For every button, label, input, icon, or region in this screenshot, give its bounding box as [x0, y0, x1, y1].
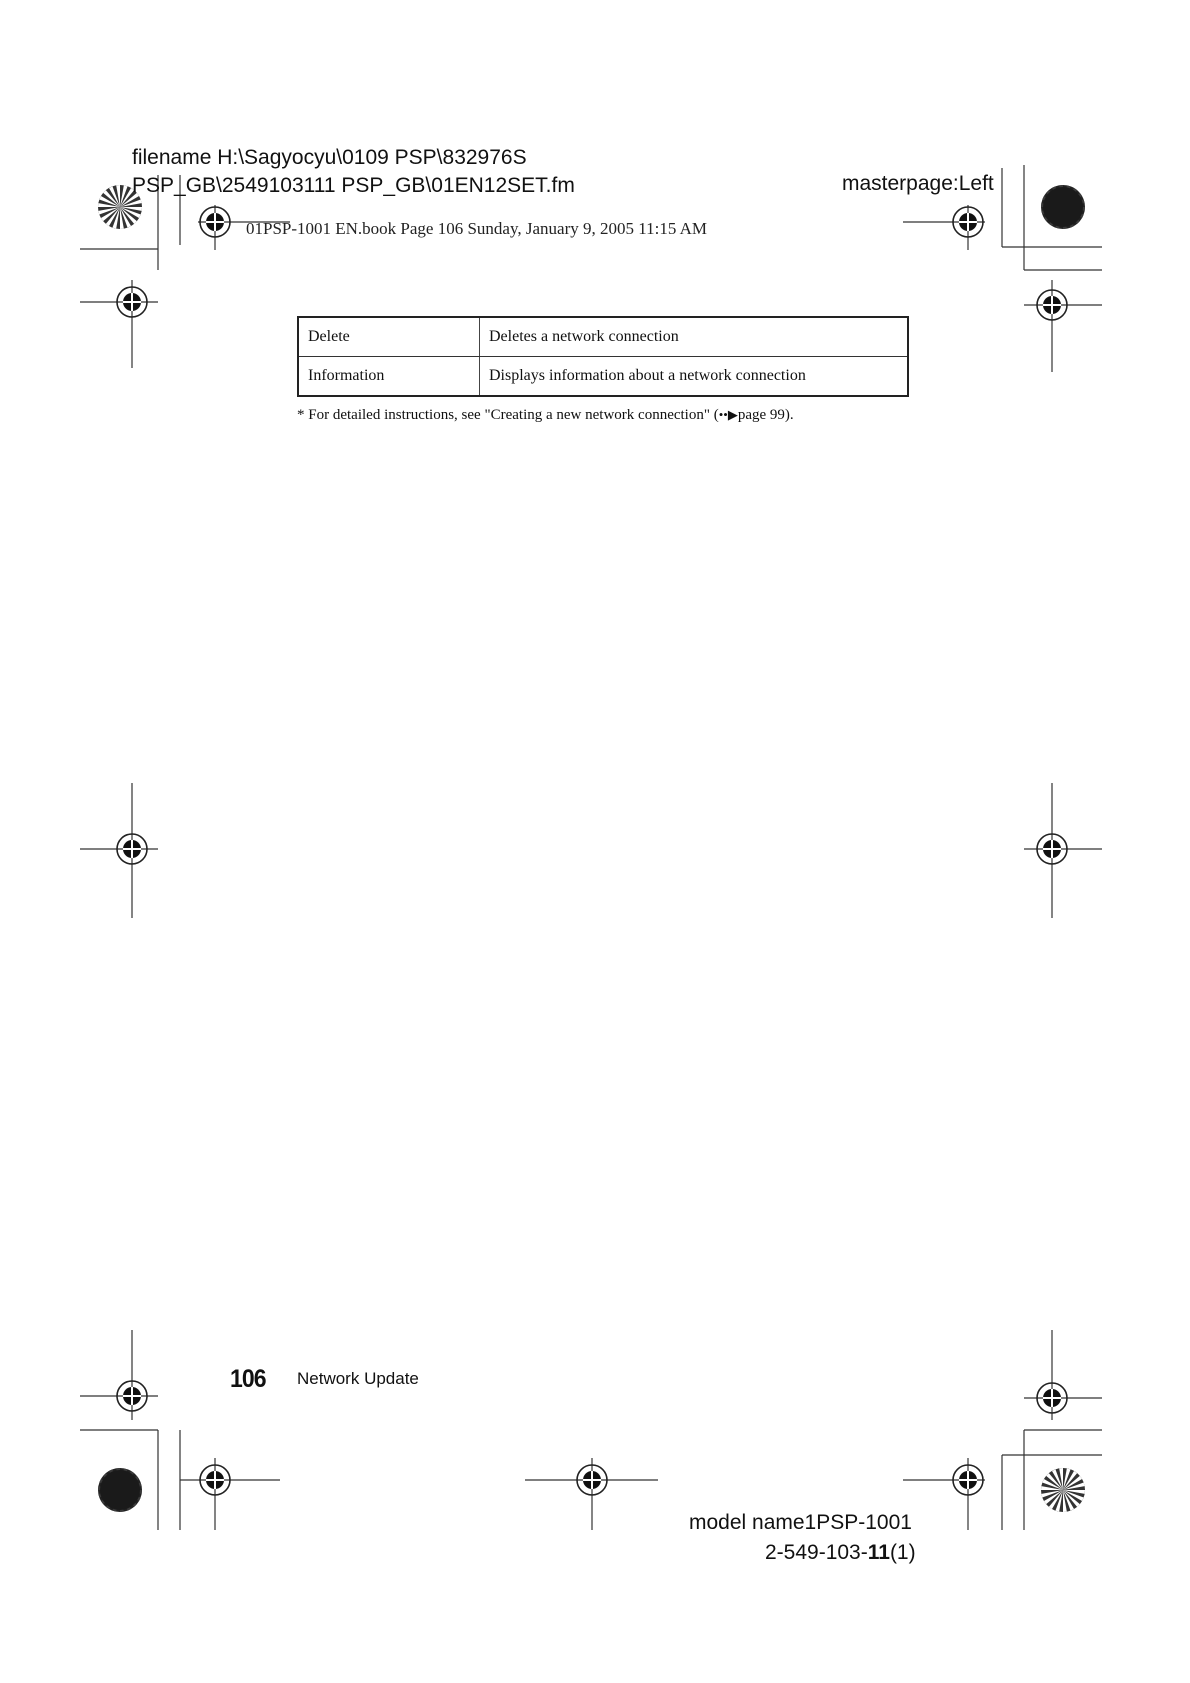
table-cell-description: Displays information about a network connection — [489, 367, 806, 384]
table-row — [298, 317, 908, 357]
model-code-bold: 11 — [867, 1541, 890, 1564]
book-info-line: 01PSP-1001 EN.book Page 106 Sunday, January 9, 2005 11:15 AM — [246, 219, 708, 238]
crosshair-target-icon — [903, 205, 985, 250]
table-cell-item: Information — [298, 357, 480, 397]
table-row — [298, 357, 908, 397]
model-code-prefix: 2-549-103- — [765, 1541, 868, 1564]
crosshair-target-icon — [80, 1330, 158, 1420]
filename-line-1: filename H:\Sagyocyu\0109 PSP\832976S — [132, 146, 527, 169]
crosshair-target-icon — [903, 1458, 985, 1530]
table-cell-item: Delete — [298, 317, 480, 357]
model-code — [765, 1541, 916, 1565]
registration-disc-icon — [1041, 185, 1085, 229]
masterpage-label: masterpage:Left — [842, 172, 994, 195]
crosshair-target-icon — [1024, 280, 1102, 372]
table-cell-description: Deletes a network connection — [480, 317, 909, 357]
footnote-page-ref: page 99). — [737, 407, 794, 423]
starburst-target-icon — [1041, 1468, 1085, 1512]
crosshair-target-icon — [80, 280, 158, 368]
model-name: model name1PSP-1001 — [689, 1511, 912, 1534]
crosshair-target-icon — [525, 1458, 658, 1530]
crosshair-target-icon — [80, 783, 158, 918]
network-options-table — [297, 316, 909, 397]
registration-disc-icon — [98, 1468, 142, 1512]
page-number: 106 — [230, 1365, 266, 1393]
page-reference-arrow-icon: ••▶ — [718, 407, 738, 422]
section-title: Network Update — [297, 1369, 419, 1388]
filename-line-2: PSP_GB\2549103111 PSP_GB\01EN12SET.fm — [132, 174, 575, 197]
footnote — [297, 407, 794, 424]
footnote-text: * For detailed instructions, see "Creating a new network connection" ( — [297, 407, 719, 423]
crosshair-target-icon — [1024, 1330, 1102, 1420]
crosshair-target-icon — [180, 1458, 280, 1530]
crosshair-target-icon — [1024, 783, 1102, 918]
model-code-suffix: (1) — [889, 1541, 916, 1564]
